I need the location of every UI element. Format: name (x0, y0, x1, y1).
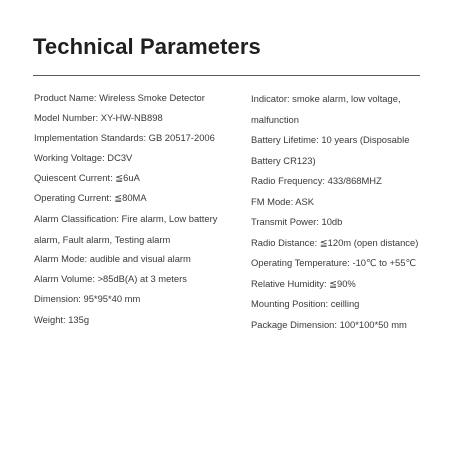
param-relative-humidity: Relative Humidity: ≦90% (251, 277, 356, 289)
param-mounting-position: Mounting Position: ceilling (251, 298, 360, 309)
title-divider (33, 75, 420, 76)
param-radio-frequency: Radio Frequency: 433/868MHZ (251, 175, 382, 186)
param-battery-lifetime: Battery Lifetime: 10 years (Disposable Battery CR123) (251, 134, 410, 166)
param-indicator: Indicator: smoke alarm, low voltage, malfunction (251, 92, 401, 125)
param-package-dimension: Package Dimension: 100*100*50 mm (251, 318, 407, 330)
parameters-right-column (251, 92, 431, 339)
param-weight: Weight: 135g (34, 313, 90, 325)
param-implementation-standards: Implementation Standards: GB 20517-2006 (34, 132, 215, 144)
param-alarm-classification: Alarm Classification: Fire alarm, Low battery alarm, Fault alarm, Testing alarm (34, 212, 218, 245)
page-title: Technical Parameters (33, 34, 261, 59)
param-operating-current: Operating Current: ≦80MA (34, 192, 147, 204)
param-radio-distance: Radio Distance: ≦120m (open distance) (251, 236, 419, 248)
param-dimension: Dimension: 95*95*40 mm (34, 293, 141, 305)
param-model-number: Model Number: XY-HW-NB898 (34, 112, 163, 124)
param-operating-temperature: Operating Temperature: -10℃ to +55℃ (251, 257, 416, 268)
param-product-name: Product Name: Wireless Smoke Detector (34, 92, 205, 103)
param-quiescent-current: Quiescent Current: ≦6uA (34, 172, 140, 184)
param-alarm-mode: Alarm Mode: audible and visual alarm (34, 253, 191, 265)
param-transmit-power: Transmit Power: 10db (251, 216, 343, 227)
param-alarm-volume: Alarm Volume: >85dB(A) at 3 meters (34, 273, 187, 285)
param-working-voltage: Working Voltage: DC3V (34, 152, 133, 164)
param-fm-mode: FM Mode: ASK (251, 195, 315, 207)
parameters-left-column (34, 92, 242, 334)
